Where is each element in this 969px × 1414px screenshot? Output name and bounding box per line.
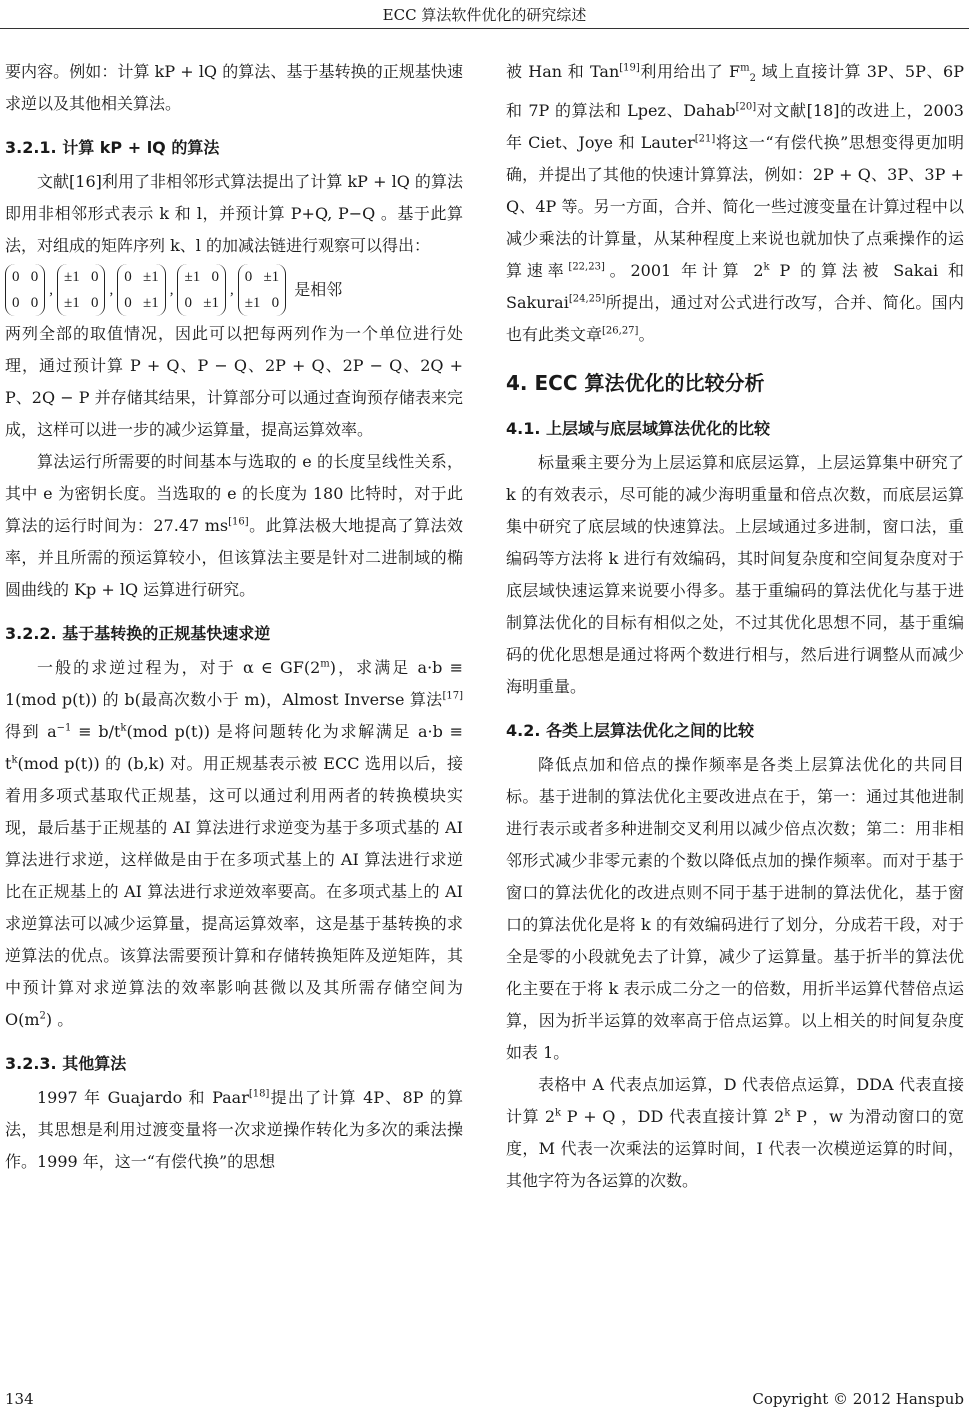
text-run: 。 xyxy=(638,325,655,345)
superscript: k xyxy=(120,722,127,734)
text-run: 得到 a xyxy=(5,722,57,741)
matrix-sequence xyxy=(5,264,463,316)
text-run: (mod p(t)) 的 (b,k) 对。用正规基表示被 ECC 选用以后，接着用多项式基取代正规基，这可以通过利用两者的转换模块实现，最后基于正规基的 AI 算法进行求逆变为基于多项式基的 AI 算法进行求逆，这样做是由于在多项式基上的 AI 算法进行求逆比在正规基上的 AI 算法进行求逆效率要高。在多项式基上的 AI 求逆算法可以减少运算量，提高运算效率，这是基于基转换的求逆算法的优点。该算法需要预计算和存储转换矩阵及逆矩阵，其中预计算对求逆算法的效率影响甚微以及其所需存储空间为 O(m xyxy=(5,754,463,1029)
copyright-notice: Copyright © 2012 Hanspub xyxy=(752,1390,964,1408)
text-run: 域上直接计算 3P、5P、6P 和 7P 的算法和 Lpez、Dahab xyxy=(506,62,964,121)
section-4-2-paragraph-2 xyxy=(506,1069,964,1197)
matrix-separator: , xyxy=(109,282,114,298)
header-rule xyxy=(0,28,969,29)
citation-22-23: [22,23] xyxy=(568,261,605,273)
superscript: k xyxy=(784,1107,791,1119)
matrix-row: 0 0 xyxy=(12,295,39,311)
running-title: ECC 算法软件优化的研究综述 xyxy=(382,6,587,24)
section-3-2-1-paragraph-1: 文献[16]利用了非相邻形式算法提出了计算 kP + lQ 的算法即用非相邻形式表示 k 和 l，并预计算 P+Q, P−Q 。基于此算法，对组成的矩阵序列 k、l 的加减法链进行观察可以得出： xyxy=(5,172,463,255)
text-run: 一般的求逆过程为，对于 α ∈ GF(2 xyxy=(37,658,321,677)
superscript: k xyxy=(555,1107,562,1119)
text-run: 利用给出了 F xyxy=(639,62,741,81)
text-run: 。此算法极大地提高了算法效率，并且所需的预运算较小，但该算法主要是针对二进制域的椭圆曲线的 Kp + lQ 运算进行研究。 xyxy=(5,516,463,599)
section-4-1-title: 4.1. 上层域与底层域算法优化的比较 xyxy=(506,419,770,439)
matrix-row: ±1 0 xyxy=(64,295,99,311)
superscript: −1 xyxy=(56,722,72,734)
text-run: 所提出，通过对公式进行改写，合并、简化。国内也有此类文章 xyxy=(506,293,964,345)
text-run: ) 。 xyxy=(45,1010,74,1029)
matrix-row: ±1 0 xyxy=(64,269,99,285)
continued-paragraph xyxy=(506,56,964,351)
matrix-2 xyxy=(57,264,105,316)
text-run: 1997 年 Guajardo 和 Paar xyxy=(37,1088,249,1107)
text-run: 算法运行所需要的时间基本与选取的 e 的长度呈线性关系，其中 e 为密钥长度。当选取的 e 的长度为 180 比特时，对于此算法的运行时间为：27.47 ms xyxy=(5,452,463,535)
text-run: 。2001 年计算 2 xyxy=(604,261,764,281)
matrix-separator: , xyxy=(169,282,174,298)
matrix-4 xyxy=(177,264,225,316)
matrix-separator: , xyxy=(49,282,53,298)
section-3-2-1-paragraph-3 xyxy=(5,446,463,606)
matrix-5 xyxy=(238,264,286,316)
text-run: P 的算法被 Sakai 和 Sakurai xyxy=(506,261,964,313)
text-run: )，求满足 a·b ≡ 1(mod p(t)) 的 b(最高次数小于 m)，Almost Inverse 算法 xyxy=(5,658,463,709)
matrix-3 xyxy=(117,264,165,316)
matrix-separator: , xyxy=(229,282,234,298)
section-4-2-paragraph-1: 降低点加和倍点的操作频率是各类上层算法优化的共同目标。基于进制的算法优化主要改进点在于，第一：通过其他进制进行表示或者多种进制交叉利用以减少倍点次数；第二：用非相邻形式减少非零元素的个数以降低点加的操作频率。而对于基于窗口的算法优化的改进点则不同于基于进制的算法优化，基于窗口的算法优化是将 k 的有效编码进行了划分，分成若干段，对于全是零的小段就免去了计算，减少了运算量。基于折半的算法优化主要在于将 k 表示成二分之一的倍数，用折半运算代替倍点运算，因为折半运算的效率高于倍点运算。以上相关的时间复杂度如表 1。 xyxy=(506,755,964,1063)
citation-16: [16] xyxy=(228,516,249,528)
superscript: m xyxy=(740,62,750,74)
section-4-1-paragraph-1: 标量乘主要分为上层运算和底层运算，上层运算集中研究了 k 的有效表示，尽可能的减少海明重量和倍点次数，而底层运算集中研究了底层域的快速算法。上层域通过多进制，窗口法，重编码等方法将 k 进行有效编码，其时间复杂度和空间复杂度对于底层域快速运算来说要小得多。基于重编码的算法优化与基于进制算法优化的目标有相似之处，不过其优化思想不同，基于重编码的优化思想是通过将两个数进行相与，然后进行调整从而减少海明重量。 xyxy=(506,453,964,697)
subscript: 2 xyxy=(749,73,756,85)
citation-18: [18] xyxy=(248,1088,270,1100)
superscript: m xyxy=(320,658,330,670)
text-run: 提出了计算 4P、8P 的算法，其思想是利用过渡变量将一次求逆操作转化为多次的乘法操作。1999 年，这一“有偿代换”的思想 xyxy=(5,1088,463,1171)
section-3-2-3-title: 3.2.3. 其他算法 xyxy=(5,1054,127,1073)
matrix-row: 0 0 xyxy=(12,269,39,285)
matrix-row: 0 ±1 xyxy=(184,295,219,311)
citation-20: [20] xyxy=(735,101,757,113)
matrix-row: ±1 0 xyxy=(244,295,280,311)
section-3-2-3-paragraph-1 xyxy=(5,1082,463,1178)
matrix-row: ±1 0 xyxy=(184,269,219,285)
section-4-2-title: 4.2. 各类上层算法优化之间的比较 xyxy=(506,721,754,741)
matrix-1 xyxy=(5,264,45,316)
citation-17: [17] xyxy=(442,690,463,702)
section-3-2-2-title: 3.2.2. 基于基转换的正规基快速求逆 xyxy=(5,624,271,643)
section-3-2-2-paragraph-1 xyxy=(5,652,463,1036)
section-3-2-1-paragraph-2: 两列全部的取值情况，因此可以把每两列作为一个单位进行处理，通过预计算 P + Q、P − Q、2P + Q、2P − Q、2Q + P、2Q − P 并存储其结果，计算部分可以通过查询预存储表来完成，这样可以进一步的减少运算量，提高运算效率。 xyxy=(5,324,463,439)
matrix-row: 0 ±1 xyxy=(124,269,159,285)
superscript: k xyxy=(11,754,18,766)
intro-paragraph: 要内容。例如：计算 kP + lQ 的算法、基于基转换的正规基快速求逆以及其他相关算法。 xyxy=(5,62,463,113)
text-run: 被 Han 和 Tan xyxy=(506,62,620,81)
right-column xyxy=(506,56,964,1197)
citation-26-27: [26,27] xyxy=(602,325,639,337)
citation-21: [21] xyxy=(694,133,716,145)
matrix-row: 0 ±1 xyxy=(244,269,280,285)
text-run: 对文献[18]的改进上，2003 年 Ciet、Joye 和 Lauter xyxy=(506,101,964,153)
text-run: 将这一“有偿代换”思想变得更加明确，并提出了其他的快速计算算法，例如：2P + Q、3P、3P + Q、4P 等。另一方面，合并、简化一些过渡变量在计算过程中以减少乘法的计算量，从某种程度上来说也就加快了点乘操作的运算速率 xyxy=(506,133,964,281)
page-number: 134 xyxy=(5,1390,34,1408)
text-run: P ，w 为滑动窗口的宽度，M 代表一次乘法的运算时间，I 代表一次模逆运算的时间，其他字符为各运算的次数。 xyxy=(506,1107,964,1191)
text-run: P + Q ，DD 代表直接计算 2 xyxy=(561,1107,785,1127)
matrix-tail-text: 是相邻 xyxy=(294,280,343,299)
text-run: ≡ b/t xyxy=(71,722,121,741)
superscript: k xyxy=(763,261,770,273)
matrix-row: 0 ±1 xyxy=(124,295,159,311)
text-run: 表格中 A 代表点加运算，D 代表倍点运算，DDA 代表直接计算 2 xyxy=(506,1075,964,1127)
left-column xyxy=(5,56,463,1178)
citation-19: [19] xyxy=(619,62,640,74)
superscript: 2 xyxy=(39,1010,46,1022)
text-run: (mod p(t)) 是将问题转化为求解满足 a·b ≡ t xyxy=(5,722,463,773)
section-3-2-1-title: 3.2.1. 计算 kP + lQ 的算法 xyxy=(5,138,220,157)
citation-24-25: [24,25] xyxy=(568,293,606,305)
section-4-title: 4. ECC 算法优化的比较分析 xyxy=(506,371,765,396)
